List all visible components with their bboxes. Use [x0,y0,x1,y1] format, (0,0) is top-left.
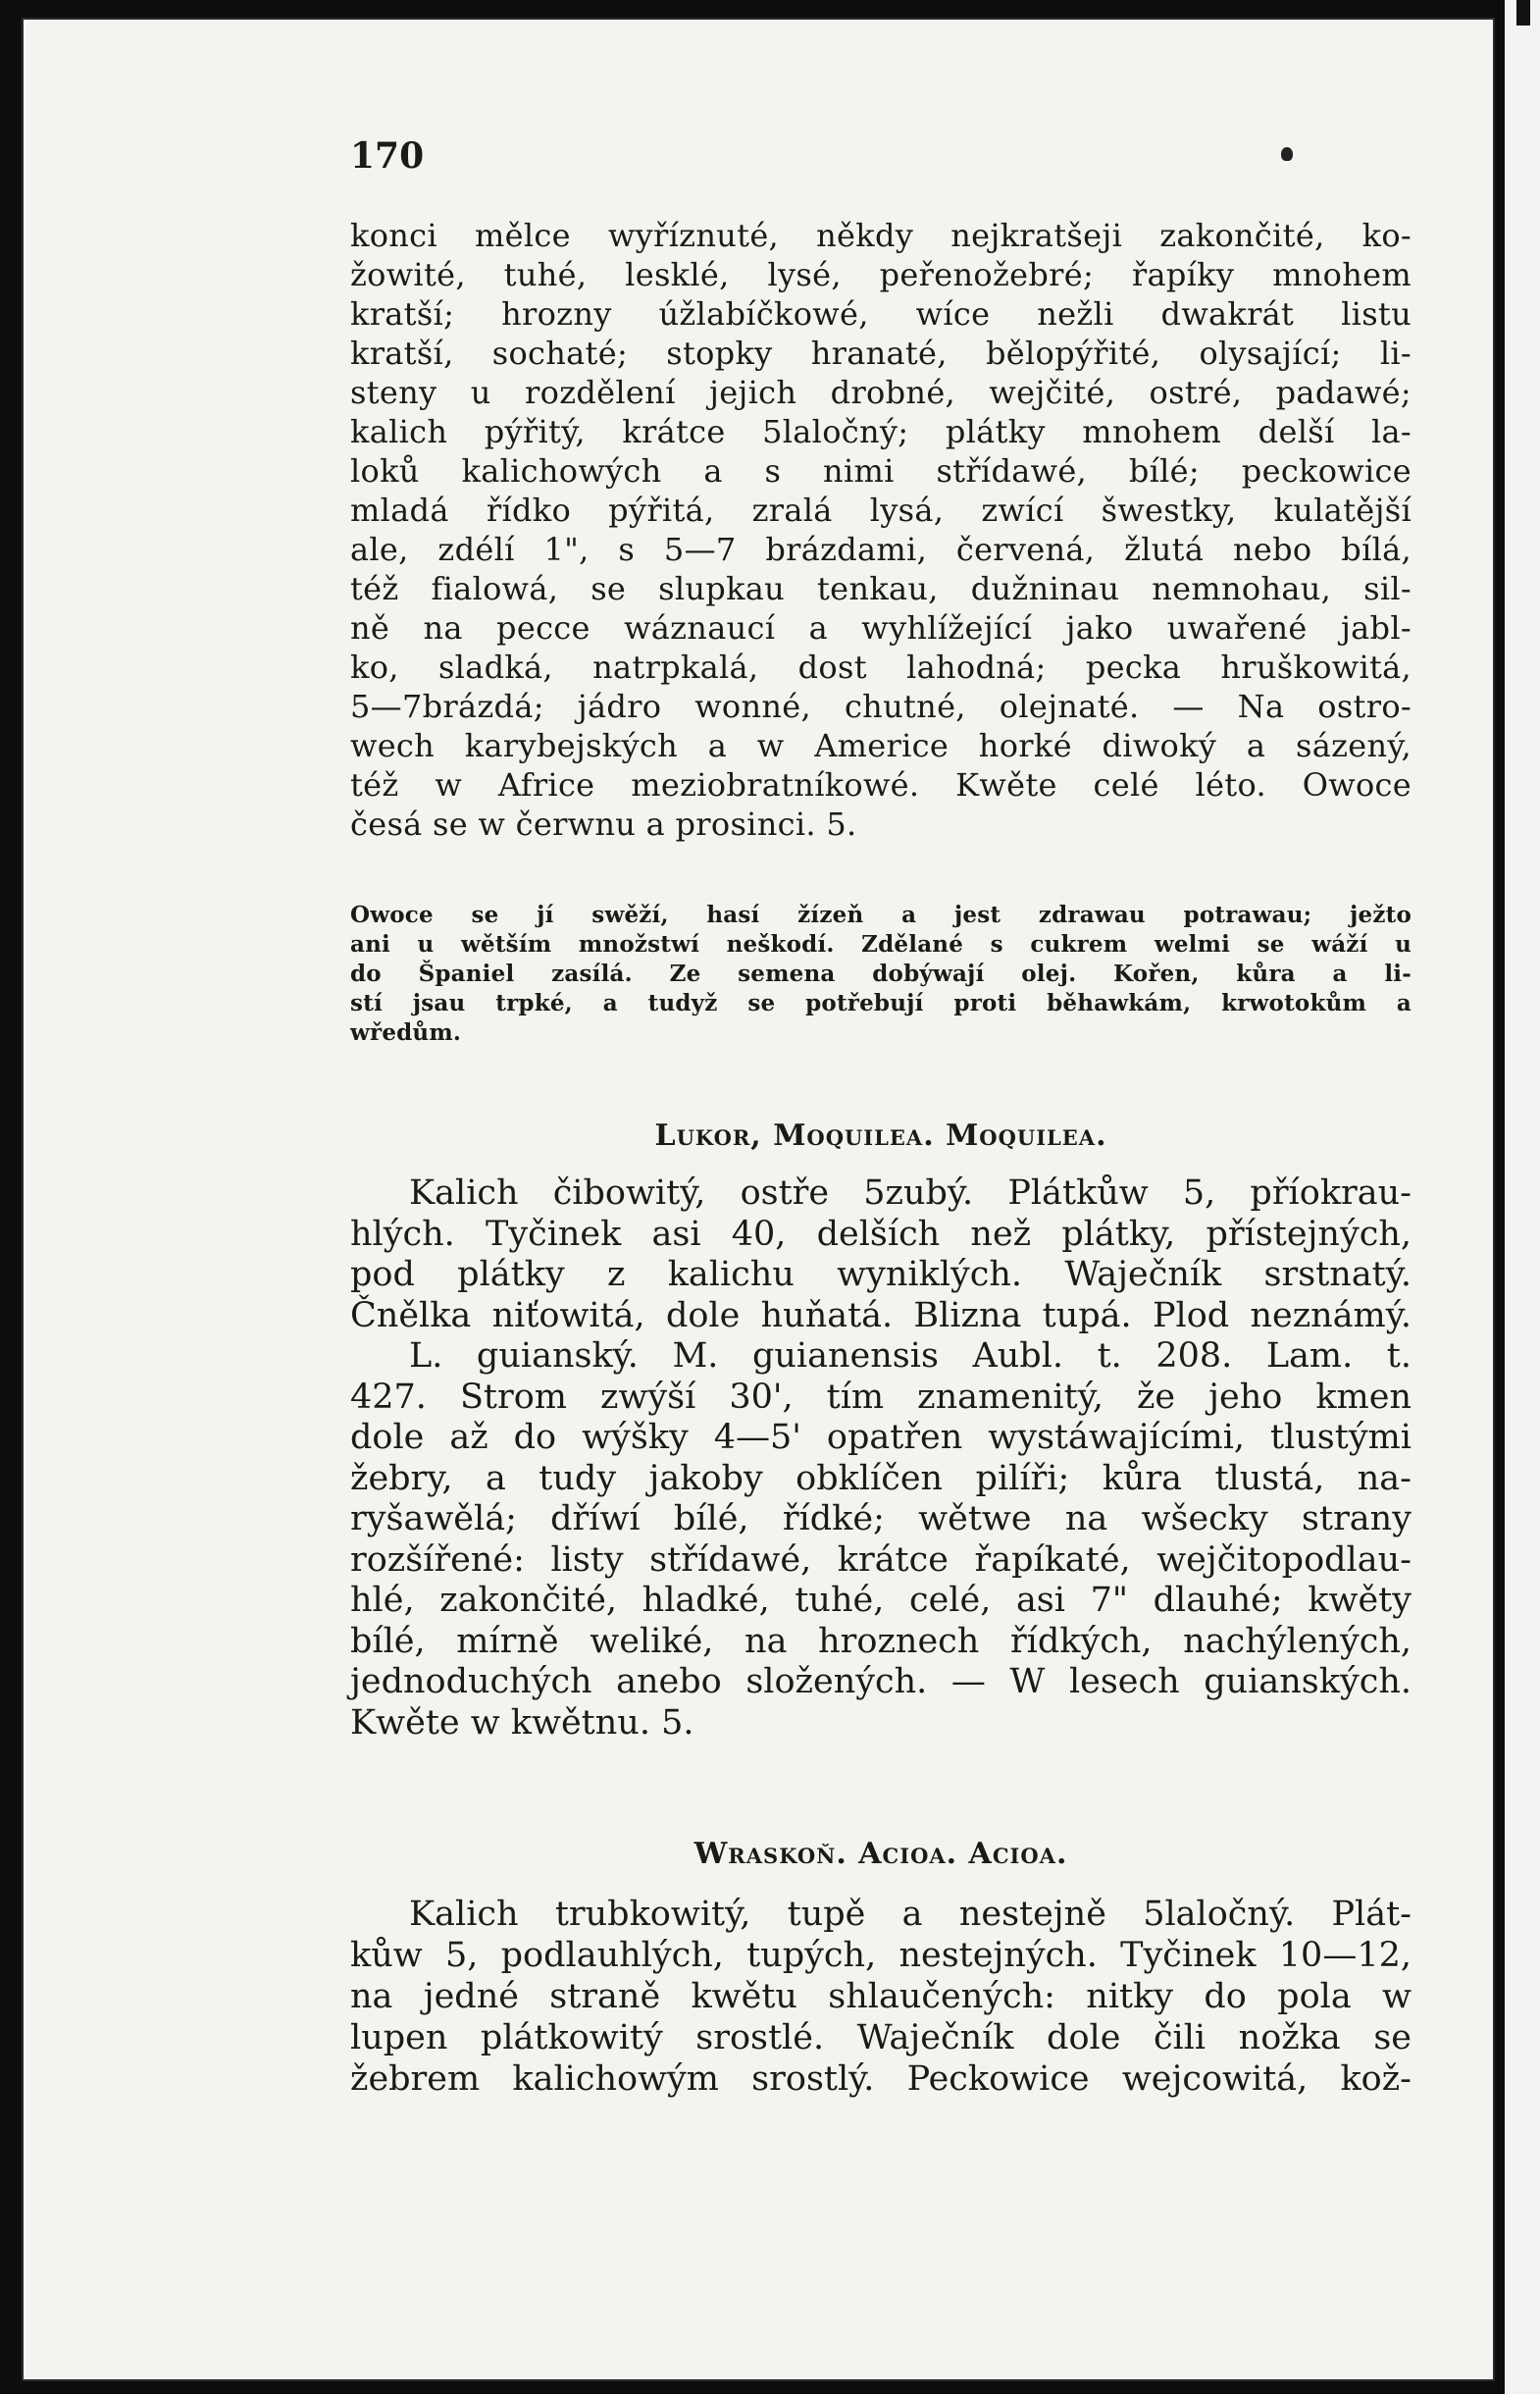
scan-edge-strip [1505,0,1540,2394]
text-line: Kalich trubkowitý, tupě a nestejně 5laločný. Plát- [409,1895,1412,1934]
genus-heading-moquilea: Lukor, Moquilea. Moquilea. [654,1119,1107,1153]
text-line: pod plátky z kalichu wyniklých. Waječník srstnatý. [350,1255,1412,1294]
text-line: hlých. Tyčinek asi 40, delších než plátky, přístejných, [350,1214,1412,1254]
genus-description-moquilea [350,1173,1412,1743]
text-line: ale, zdélí 1", s 5—7 brázdami, červená, žlutá nebo bílá, [350,531,1412,568]
text-line: hlé, zakončité, hladké, tuhé, celé, asi 7" dlauhé; kwěty [350,1581,1412,1620]
text-line: Kalich čibowitý, ostře 5zubý. Plátkůw 5, příokrau- [409,1173,1412,1213]
text-line: konci mělce wyříznuté, někdy nejkratšeji zakončité, ko- [350,217,1412,254]
text-line: žebry, a tudy jakoby obklíčen pilíři; kůra tlustá, na- [350,1458,1412,1498]
small-print-note [350,901,1412,1048]
genus-heading-acioa: Wraskoň. Acioa. Acioa. [693,1837,1068,1871]
text-line: loků kalichowých a s nimi střídawé, bílé; peckowice [350,452,1412,490]
note-line: do Španiel zasílá. Ze semena dobýwají olej. Kořen, kůra a li- [350,961,1412,987]
text-line: lupen plátkowitý srostlé. Waječník dole čili nožka se [350,2018,1412,2057]
text-line: Kwěte w kwětnu. 5. [350,1702,694,1743]
text-line: též fialowá, se slupkau tenkau, dužninau nemnohau, sil- [350,570,1412,607]
text-line: wech karybejských a w Americe horké diwoký a sázený, [350,727,1412,764]
text-line: bílé, mírně weliké, na hroznech řídkých, nachýlených, [350,1621,1412,1661]
main-paragraph [350,216,1412,844]
text-line: žowité, tuhé, lesklé, lysé, peřenožebré; řapíky mnohem [350,256,1412,293]
text-line: mladá řídko pýřitá, zralá lysá, zwící šwestky, kulatější [350,492,1412,529]
page-ornament [1281,147,1293,161]
genus-description-acioa [350,1894,1412,2100]
text-line: jednoduchých anebo složených. — W lesech guianských. [350,1662,1412,1701]
text-line: kalich pýřitý, krátce 5laločný; plátky mnohem delší la- [350,413,1412,450]
text-line: na jedné straně kwětu shlaučených: nitky do pola w [350,1977,1412,2016]
text-line: ko, sladká, natrpkalá, dost lahodná; pecka hruškowitá, [350,649,1412,686]
text-line: 427. Strom zwýší 30', tím znamenitý, že jeho kmen [350,1377,1412,1417]
page-number: 170 [350,135,425,177]
text-line: Čnělka niťowitá, dole huňatá. Blizna tupá. Plod neznámý. [350,1295,1412,1335]
text-line: ryšawělá; dříwí bílé, řídké; wětwe na wšecky strany [350,1499,1412,1538]
note-line: stí jsau trpké, a tudyž se potřebují proti běhawkám, krwotokům a [350,990,1412,1016]
note-line: wředům. [350,1019,462,1046]
text-line: kůw 5, podlauhlých, tupých, nestejných. Tyčinek 10—12, [350,1936,1412,1975]
scan-edge-mark [1516,0,1530,26]
text-line: ně na pecce wáznaucí a wyhlížející jako uwařené jabl- [350,609,1412,647]
text-line: též w Africe meziobratníkowé. Kwěte celé léto. Owoce [350,766,1412,804]
text-line: kratší; hrozny úžlabíčkowé, wíce nežli dwakrát listu [350,295,1412,333]
text-line: dole až do wýšky 4—5' opatřen wystáwajícími, tlustými [350,1418,1412,1457]
note-line: Owoce se jí swěží, hasí žízeň a jest zdrawau potrawau; ježto [350,902,1412,928]
text-line: L. guianský. M. guianensis Aubl. t. 208. Lam. t. [409,1336,1412,1376]
text-line: žebrem kalichowým srostlý. Peckowice wejcowitá, kož- [350,2059,1412,2099]
text-line: kratší, sochaté; stopky hranaté, bělopýřité, olysající; li- [350,335,1412,372]
text-line: česá se w čerwnu a prosinci. 5. [350,806,857,843]
text-line: rozšířené: listy střídawé, krátce řapíkaté, wejčitopodlau- [350,1539,1412,1580]
note-line: ani u wětším množstwí neškodí. Zdělané s cukrem welmi se wáží u [350,931,1412,958]
text-line: steny u rozdělení jejich drobné, wejčité, ostré, padawé; [350,374,1412,411]
text-line: 5—7brázdá; jádro wonné, chutné, olejnaté. — Na ostro- [350,688,1412,725]
